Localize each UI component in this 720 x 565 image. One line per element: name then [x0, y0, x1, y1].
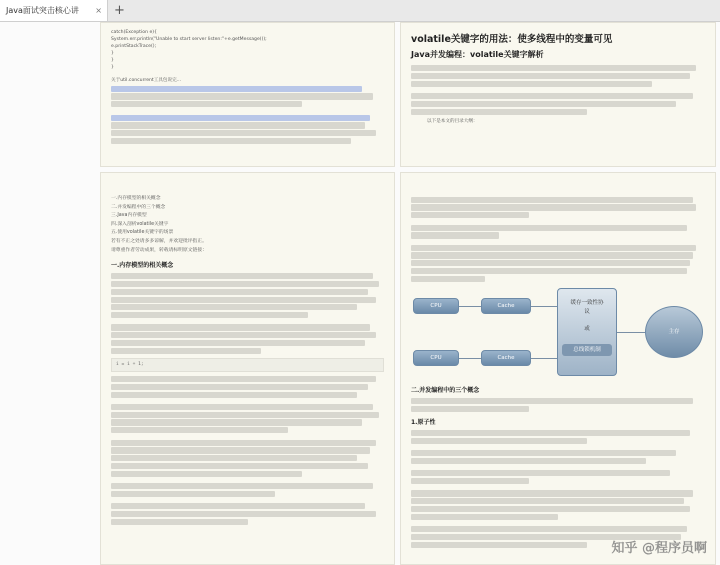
- arrow-connector: [459, 306, 481, 307]
- page-3: [100, 172, 395, 565]
- subsection-heading: 1.原子性: [411, 418, 436, 426]
- code-line: System.err.println("Unable to start server listen:"+e.getMessage());: [111, 37, 267, 42]
- toc-item[interactable]: 五.使用volatile关键字的场景: [111, 230, 174, 236]
- protocol-box: [557, 288, 617, 376]
- toc-item[interactable]: 一.内存模型的相关概念: [111, 196, 161, 201]
- cache-box: Cache: [481, 298, 531, 314]
- page-1: [100, 22, 395, 167]
- toc-item[interactable]: 三.Java内存模型: [111, 213, 147, 219]
- code-line: }: [111, 58, 114, 63]
- new-tab-button[interactable]: +: [114, 3, 125, 18]
- arrow-connector: [617, 332, 645, 333]
- cache-coherence-diagram: [411, 288, 705, 380]
- code-line: }: [111, 51, 114, 56]
- watermark: 知乎 @程序员啊: [611, 541, 707, 556]
- code-block: i = i + 1;: [111, 358, 384, 372]
- cpu-box: CPU: [413, 298, 459, 314]
- document-tab[interactable]: [0, 0, 108, 21]
- page-4: [400, 172, 716, 565]
- page-subtitle: Java并发编程：volatile关键字解析: [411, 50, 544, 59]
- document-viewer[interactable]: [0, 22, 720, 565]
- bus-lock-label: 总线锁机制: [562, 344, 612, 356]
- section-heading: 二.并发编程中的三个概念: [411, 387, 480, 394]
- main-memory-ellipse: 主存: [645, 306, 703, 358]
- toc-item[interactable]: 四.深入剖析volatile关键字: [111, 221, 169, 227]
- protocol-label: 缓存一致性协议: [570, 300, 604, 315]
- section-heading: 一.内存模型的相关概念: [111, 262, 174, 270]
- toc-note: 若有不正之处请多多谅解，并欢迎批评指正。: [111, 238, 207, 244]
- toc-item[interactable]: 二.并发编程中的三个概念: [111, 204, 166, 210]
- code-line: e.printStackTrace();: [111, 44, 157, 49]
- tab-bar: [0, 0, 720, 22]
- cpu-box: CPU: [413, 350, 459, 366]
- arrow-connector: [531, 358, 557, 359]
- arrow-connector: [459, 358, 481, 359]
- code-line: }: [111, 65, 114, 70]
- code-line: catch(Exception e){: [111, 30, 157, 35]
- arrow-connector: [531, 306, 557, 307]
- toc-intro: 以下是本文的目录大纲：: [427, 118, 478, 124]
- or-label: 或: [584, 326, 590, 332]
- tab-title: Java面试突击核心讲: [6, 6, 79, 15]
- page-2: [400, 22, 716, 167]
- toc-note: 请尊重作者劳动成果，转载请标明原文链接：: [111, 247, 207, 253]
- close-tab-icon[interactable]: ×: [95, 6, 102, 15]
- page-title: volatile关键字的用法：使多线程中的变量可见: [411, 34, 613, 45]
- paragraph-start: 关于util.concurrent工具包说完...: [111, 78, 182, 83]
- cache-box: Cache: [481, 350, 531, 366]
